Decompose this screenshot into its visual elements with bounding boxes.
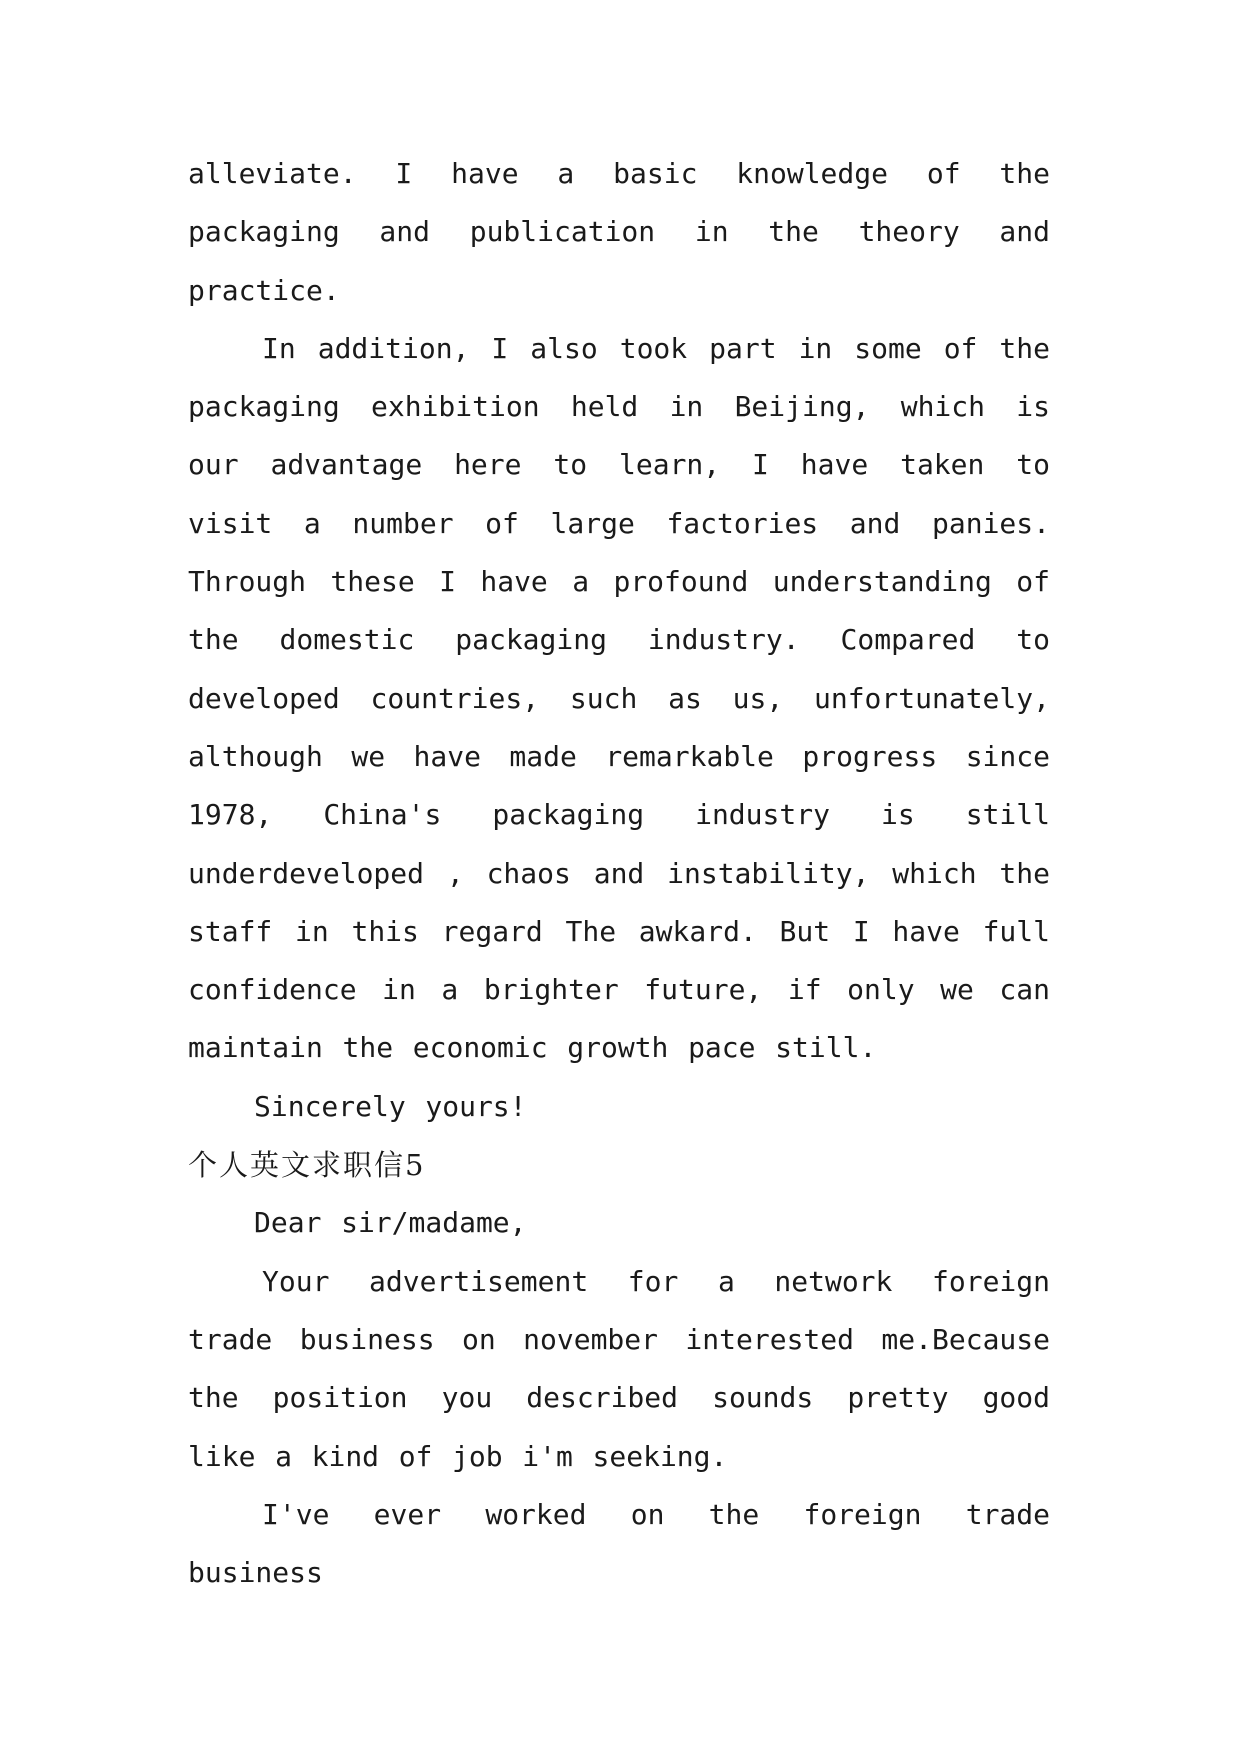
document-page xyxy=(188,145,1050,1602)
paragraph-advertisement: Your advertisement for a network foreign trade business on november interested me.Because the position you described sounds pretty good like a kind of job i'm seeking. xyxy=(188,1264,1050,1473)
paragraph-experience: I've ever worked on the foreign trade business xyxy=(188,1497,1050,1590)
paragraph-packaging-knowledge: alleviate. I have a basic knowledge of the packaging and publication in the theory and practice. xyxy=(188,157,1050,307)
salutation: Dear sir/madame, xyxy=(254,1206,527,1240)
closing-line: Sincerely yours! xyxy=(254,1089,527,1123)
paragraph-exhibition: In addition, I also took part in some of the packaging exhibition held in Beijing, which is our advantage here to learn, I have taken to visit a number of large factories and panies. Through these I have a profound understanding of the domestic packaging industry. Compared to developed countries, such as us, unfortunately, although we have made remarkable progress since 1978, China's packaging industry is still underdeveloped , chaos and instability, which the staff in this regard The awkard. But I have full confidence in a brighter future, if only we can maintain the economic growth pace still. xyxy=(188,331,1050,1065)
section-title: 个人英文求职信5 xyxy=(188,1148,426,1183)
